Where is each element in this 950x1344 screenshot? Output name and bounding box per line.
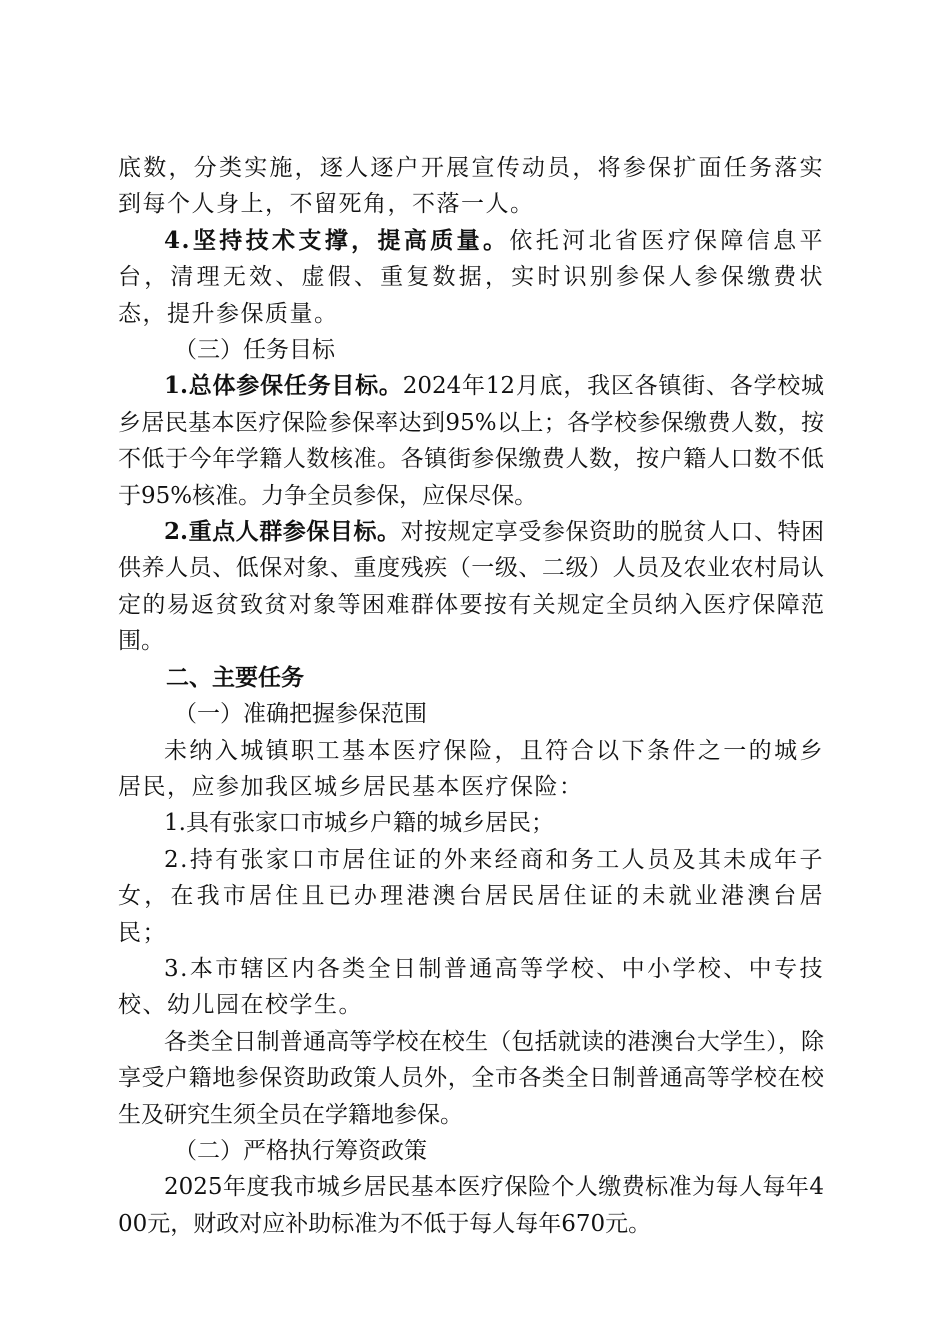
chapter-heading-main-tasks: 二、主要任务 (166, 664, 304, 691)
paragraph-overall-goal (118, 368, 824, 514)
paragraph-body: 2024年12月底，我区各镇街、各学校城乡居民基本医疗保险参保率达到95%以上；各学校参保缴费人数，按不低于今年学籍人数核准。各镇街参保缴费人数，按户籍人口数不低于95%核准。力争全员参保，应保尽保。 (118, 373, 824, 509)
paragraph-scope-intro: 未纳入城镇职工基本医疗保险，且符合以下条件之一的城乡居民，应参加我区城乡居民基本医疗保险： (118, 737, 824, 800)
paragraph-body: 依托河北省医疗保障信息平台，清理无效、虚假、重复数据，实时识别参保人参保缴费状态，提升参保质量。 (118, 227, 825, 327)
paragraph-funding-standard: 2025年度我市城乡居民基本医疗保险个人缴费标准为每人每年400元，财政对应补助标准为不低于每人每年670元。 (118, 1174, 824, 1237)
section-heading-scope: （一）准确把握参保范围 (174, 701, 427, 728)
paragraph-college-students: 各类全日制普通高等学校在校生（包括就读的港澳台大学生），除享受户籍地参保资助政策人员外，全市各类全日制普通高等学校在校生及研究生须全员在学籍地参保。 (118, 1028, 824, 1128)
list-item-2: 2.持有张家口市居住证的外来经商和务工人员及其未成年子女，在我市居住且已办理港澳台居民居住证的未就业港澳台居民； (118, 846, 824, 946)
section-heading-funding: （二）严格执行筹资政策 (174, 1137, 427, 1164)
section-heading-task-goal: （三）任务目标 (174, 337, 335, 364)
paragraph-tech-support (118, 223, 824, 332)
paragraph-lead-bold: 1.总体参保任务目标。 (164, 372, 403, 400)
list-item-3: 3.本市辖区内各类全日制普通高等学校、中小学校、中专技校、幼儿园在校学生。 (118, 955, 824, 1019)
list-item-1: 1.具有张家口市城乡户籍的城乡居民； (164, 810, 554, 837)
paragraph-lead-bold: 4.坚持技术支撑，提高质量。 (164, 226, 510, 254)
paragraph-continuation: 底数，分类实施，逐人逐户开展宣传动员，将参保扩面任务落实到每个人身上，不留死角，不落一人。 (118, 155, 824, 218)
paragraph-body: 对按规定享受参保资助的脱贫人口、特困供养人员、低保对象、重度残疾（一级、二级）人员及农业农村局认定的易返贫致贫对象等困难群体要按有关规定全员纳入医疗保障范围。 (118, 519, 824, 655)
paragraph-lead-bold: 2.重点人群参保目标。 (164, 518, 401, 546)
paragraph-key-groups-goal (118, 514, 824, 660)
document-page (118, 150, 824, 1242)
